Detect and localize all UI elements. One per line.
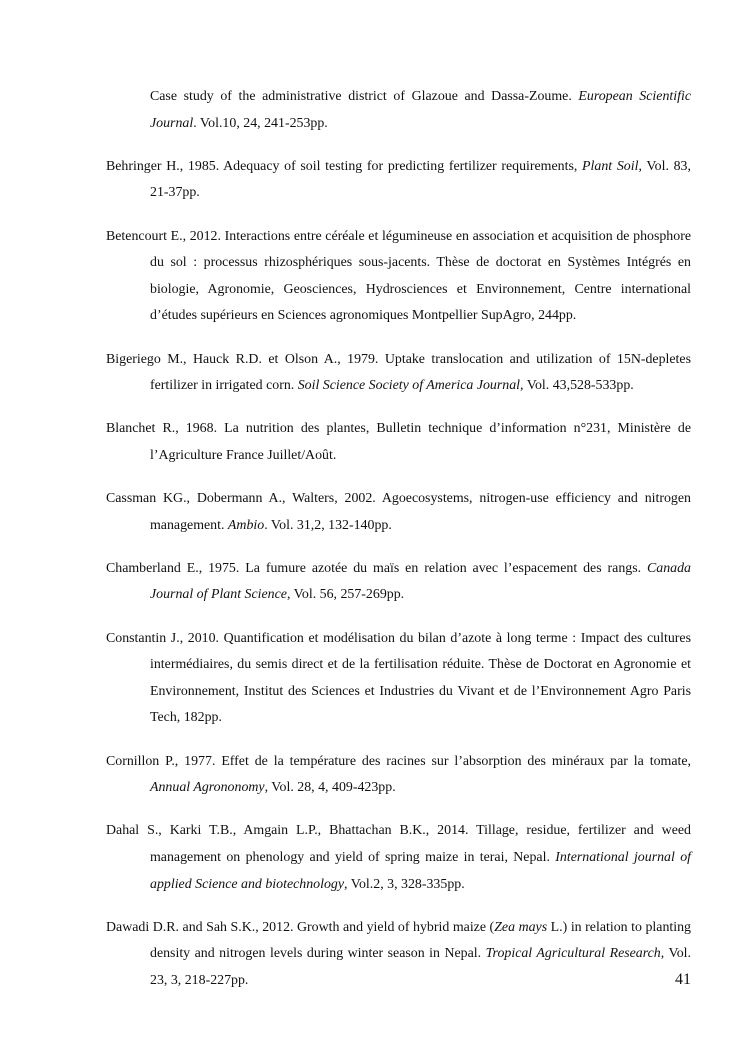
reference-text: . Vol.10, 24, 241-253pp. — [193, 115, 328, 131]
reference-text: Dawadi D.R. and Sah S.K., 2012. Growth and yield of hybrid maize ( — [106, 919, 495, 935]
reference-text: Blanchet R., 1968. La nutrition des plantes, Bulletin technique d’information n°231, Ministère de l’Agriculture France Juillet/Août. — [106, 421, 691, 463]
reference-text: Cassman KG., Dobermann A., Walters, 2002. Agoecosystems, nitrogen-use efficiency and nitrogen management. — [106, 491, 691, 533]
reference-italic-text: Tropical Agricultural Research — [485, 946, 661, 962]
reference-entry — [106, 347, 691, 400]
reference-text: Bigeriego M., Hauck R.D. et Olson A., 1979. Uptake translocation and utilization of 15N-depletes fertilizer in irrigated corn. — [106, 351, 691, 394]
reference-italic-text: Annual Agrononomy — [150, 780, 265, 796]
reference-italic-text: Canada Journal of Plant Science — [150, 560, 691, 603]
reference-text: Behringer H., 1985. Adequacy of soil testing for predicting fertilizer requirements, — [106, 158, 583, 174]
reference-text: Betencourt E., 2012. Interactions entre céréale et légumineuse en association et acquisition de phosphore du sol : processus rhizosphériques sous-jacents. Thèse de doctorat en Systèmes Intégrés en biologie, Agronomie, Geosciences, Hydrosciences et Environnement, Centre international d’études supérieurs en Sciences agronomiques Montpellier SupAgro, 244pp. — [106, 228, 691, 324]
reference-entry — [106, 818, 691, 898]
reference-entry — [106, 915, 691, 995]
reference-italic-text: Zea mays — [494, 919, 548, 935]
reference-text: , Vol. 56, 257-269pp. — [286, 587, 405, 603]
reference-text: L.) in relation to planting density and nitrogen levels during winter season in Nepal. — [150, 919, 692, 962]
reference-text: , Vol. 83, 21-37pp. — [150, 158, 691, 201]
reference-text: , Vol. 23, 3, 218-227pp. — [150, 946, 692, 988]
reference-entry — [106, 556, 691, 609]
reference-italic-text: Plant Soil — [582, 158, 639, 174]
reference-text: Constantin J., 2010. Quantification et modélisation du bilan d’azote à long terme : Impact des cultures intermédiaires, du semis direct et de la fertilisation réduite. Thèse de Doctorat en Agronomie et Environnement, Institut des Sciences et Industries du Vivant et de l’Environnement Agro Paris Tech, 182pp. — [106, 630, 691, 726]
reference-text: Dahal S., Karki T.B., Amgain L.P., Bhattachan B.K., 2014. Tillage, residue, fertilizer and weed management on phenology and yield of spring maize in terai, Nepal. — [106, 823, 691, 865]
reference-text: . Vol. 31,2, 132-140pp. — [264, 517, 392, 533]
reference-italic-text: International journal of applied Science and biotechnology — [150, 850, 692, 892]
reference-italic-text: European Scientific Journal — [150, 89, 691, 131]
reference-list — [106, 84, 691, 1011]
reference-text: , Vol. 28, 4, 409-423pp. — [264, 780, 396, 796]
reference-text: , Vol.2, 3, 328-335pp. — [344, 876, 465, 892]
page-number: 41 — [675, 971, 691, 988]
reference-entry — [106, 749, 691, 802]
reference-text: , Vol. 43,528-533pp. — [520, 378, 634, 394]
reference-text: Chamberland E., 1975. La fumure azotée du maïs en relation avec l’espacement des rangs. — [106, 560, 647, 576]
reference-entry-continued — [106, 84, 691, 137]
reference-entry — [106, 486, 691, 539]
reference-entry — [106, 416, 691, 469]
reference-text: Case study of the administrative district of Glazoue and Dassa-Zoume. — [150, 89, 579, 104]
reference-entry — [106, 626, 691, 732]
reference-text: Cornillon P., 1977. Effet de la température des racines sur l’absorption des minéraux par la tomate, — [106, 753, 691, 769]
reference-italic-text: Soil Science Society of America Journal — [297, 378, 521, 394]
reference-italic-text: Ambio — [227, 517, 265, 533]
reference-entry — [106, 224, 691, 330]
reference-entry — [106, 154, 691, 207]
